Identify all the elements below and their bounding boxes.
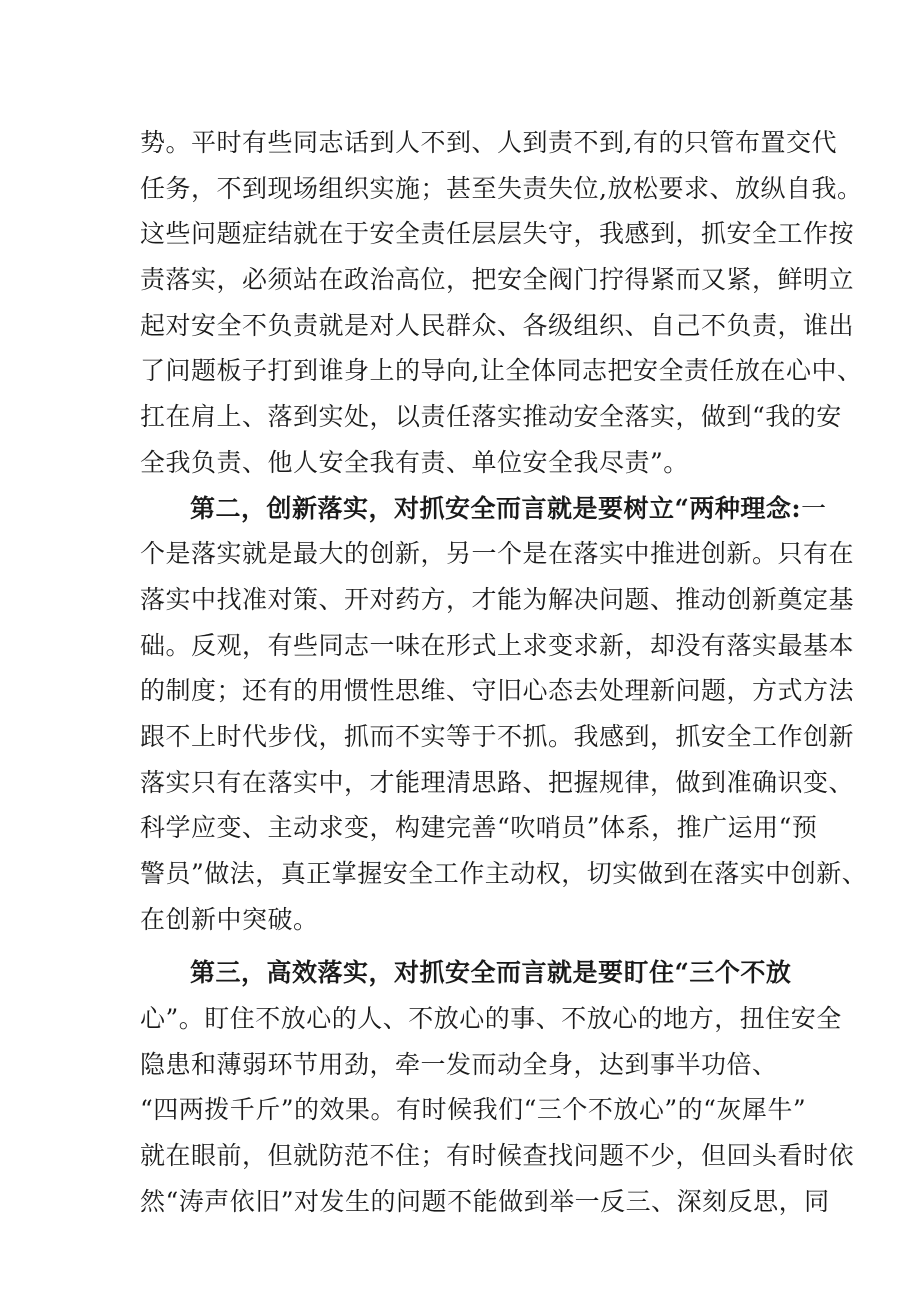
text-line: 的制度；还有的用惯性思维、守旧心态去处理新问题，方式方法 bbox=[140, 676, 855, 706]
text-line: 隐患和薄弱环节用劲，牵一发而动全身，达到事半功倍、 bbox=[140, 1049, 778, 1079]
paragraph-2 bbox=[140, 486, 868, 943]
paragraph-1 bbox=[140, 120, 863, 486]
heading-line-rest: 一 bbox=[801, 493, 827, 523]
text-line: 个是落实就是最大的创新，另一个是在落实中推进创新。只有在 bbox=[140, 539, 855, 569]
text-line: 这些问题症结就在于安全责任层层失守，我感到，抓安全工作按 bbox=[140, 219, 855, 249]
text-line: 在创新中突破。 bbox=[140, 904, 319, 934]
text-line: 础。反观，有些同志一味在形式上求变求新，却没有落实最基本 bbox=[140, 630, 855, 660]
text-line: “四两拨千斤”的效果。有时候我们“三个不放心”的“灰犀牛” bbox=[140, 1095, 807, 1125]
text-line: 全我负责、他人安全我有责、单位安全我尽责”。 bbox=[140, 447, 689, 477]
paragraph-gap bbox=[140, 942, 790, 950]
text-line: 科学应变、主动求变，构建完善“吹哨员”体系，推广运用“预 bbox=[140, 813, 818, 843]
paragraph-3 bbox=[140, 950, 855, 1224]
text-line: 责落实，必须站在政治高位，把安全阀门拧得紧而又紧，鲜明立 bbox=[140, 265, 855, 295]
text-line: 跟不上时代步伐，抓而不实等于不抓。我感到，抓安全工作创新 bbox=[140, 721, 855, 751]
text-line: 势。平时有些同志话到人不到、人到责不到,有的只管布置交代 bbox=[140, 128, 837, 157]
text-line: 落实中找准对策、开对药方，才能为解决问题、推动创新奠定基 bbox=[140, 584, 855, 614]
text-line: 然“涛声依旧”对发生的问题不能做到举一反三、深刻反思，同 bbox=[140, 1186, 830, 1216]
paragraph-heading: 第二，创新落实，对抓安全而言就是要树立“两种理念: bbox=[190, 493, 802, 523]
text-line: 心”。盯住不放心的人、不放心的事、不放心的地方，扭住安全 bbox=[140, 1004, 842, 1034]
document-body bbox=[140, 120, 868, 1225]
text-line: 落实只有在落实中，才能理清思路、把握规律，做到准确识变、 bbox=[140, 767, 855, 797]
text-line: 了问题板子打到谁身上的导向,让全体同志把安全责任放在心中、 bbox=[140, 356, 863, 386]
text-line: 起对安全不负责就是对人民群众、各级组织、自己不负责，谁出 bbox=[140, 310, 855, 340]
paragraph-heading-line bbox=[140, 486, 827, 532]
text-line: 任务，不到现场组织实施；甚至失责失位,放松要求、放纵自我。 bbox=[140, 173, 863, 203]
text-line: 警员”做法，真正掌握安全工作主动权，切实做到在落实中创新、 bbox=[140, 859, 868, 888]
text-line: 就在眼前，但就防范不住；有时候查找问题不少，但回头看时依 bbox=[140, 1141, 855, 1171]
paragraph-heading: 第三，高效落实，对抓安全而言就是要盯住“三个不放 bbox=[190, 958, 792, 988]
text-line: 扛在肩上、落到实处，以责任落实推动安全落实，做到“我的安 bbox=[140, 402, 842, 432]
